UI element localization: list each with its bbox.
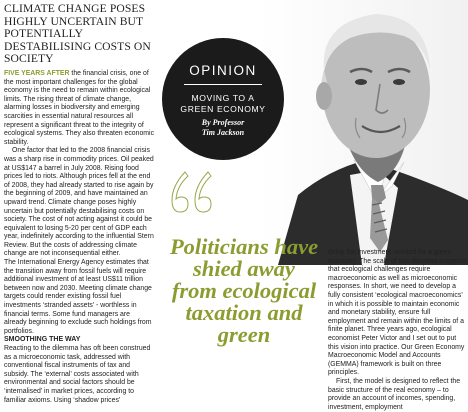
paragraph: Reacting to the dilemma has oft been construed as a microeconomic task, addressed with conventional fiscal instruments of tax and subsidy. The ‘external’ costs associated with environmental and social factors should be ‘internalised’ in market prices, according to familiar axioms. Using ‘shadow prices’: [4, 345, 151, 404]
badge-divider: [184, 84, 262, 85]
paragraph: The International Energy Agency estimates that the transition away from fossil fuels will require additional investment of at least US$11 trillion between now and 2030. Meeting climate change targets could render existing fossil fuel investments ‘stranded assets’ - worthless in financial terms. Some fund managers are already beginning to exclude such holdings from portfolios.: [4, 259, 152, 335]
author-portrait: [258, 0, 468, 265]
paragraph: One factor that led to the 2008 financial crisis was a sharp rise in commodity prices. Oil peaked at US$147 a barrel in July 2008. Rising food prices led to riots. Although prices fell at the end of 2008, they had already started to rise again by the beginning of 2009, and have maintained an upward trend. Climate change poses highly uncertain but potentially destabilising costs on society. The cost of not acting against it could be equivalent to losing 5-20 per cent of GDP each year, indefinitely according to the influential Stern Review. But the costs of addressing climate change are not inconsequential either.: [4, 147, 154, 258]
paragraph: First, the model is designed to reflect the basic structure of the real economy – to provide an account of incomes, spending, investment, employment: [328, 377, 461, 411]
badge-title: [162, 93, 284, 114]
opinion-badge: [162, 38, 284, 160]
quote-mark-icon: [168, 168, 212, 224]
byline-author: Tim Jackson: [201, 127, 245, 137]
byline-line: By Professor: [201, 118, 245, 127]
badge-title-line: GREEN ECONOMY: [180, 103, 266, 114]
badge-title-line: MOVING TO A: [191, 93, 255, 103]
badge-label: OPINION: [189, 63, 257, 78]
paragraph: delay the investment needed for a green economy. The scale of this dilemma suggests that ecological challenges require macroeconomic as well as microeconomic responses. In short, we need to develop a fully consistent ‘ecological macroeconomics’ in which it is possible to maintain economic and monetary stability, ensure full employment and remain within the limits of a finite planet. Three years ago, ecological economist Peter Victor and I set out to put this vision into practice. Our Green Economy Macroeconomic Model and Accounts (GEMMA) framework is built on three principles.: [328, 249, 467, 377]
article-headline: CLIMATE CHANGE POSES HIGHLY UNCERTAIN BUT POTENTIALLY DESTABILISING COSTS ON SOCIETY: [4, 2, 151, 66]
intro-text: the financial crisis, one of the most important challenges for the global economy is the need to remain within ecological limits. The rising threat of climate change, alarming losses in biodiversity and emerging scarcities in essential natural resources all represent a significant threat to the integrity of ecological systems. They also threaten economic stability.: [4, 70, 155, 146]
paragraph-intro: [4, 70, 154, 147]
section-subhead: SMOOTHING THE WAY: [4, 336, 81, 344]
pull-quote: Politicians have shied away from ecological taxation and green: [169, 234, 319, 347]
portrait-illustration: [258, 0, 468, 265]
lead-in: FIVE YEARS AFTER: [4, 70, 70, 77]
body-column-right: [328, 249, 467, 412]
byline: [162, 118, 284, 137]
body-column-left: [4, 70, 154, 405]
